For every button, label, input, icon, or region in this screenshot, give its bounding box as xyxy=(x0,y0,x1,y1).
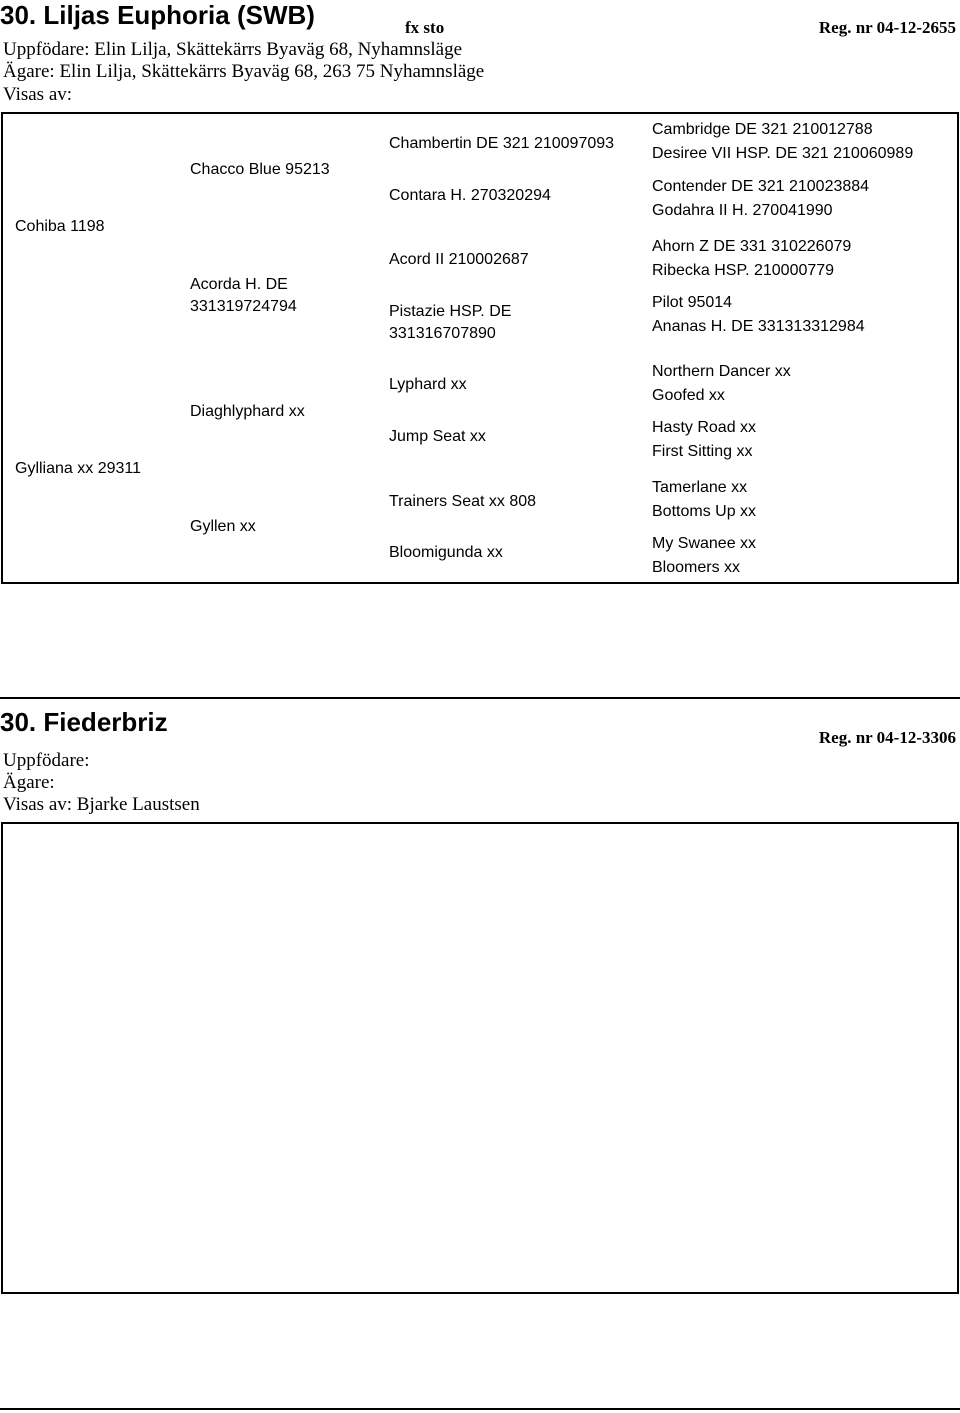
pedigree-dam-dam: Gyllen xx xyxy=(190,518,256,535)
horse2-shown-by: Visas av: Bjarke Laustsen xyxy=(3,794,200,815)
pedigree-dam-sire: Diaghlyphard xx xyxy=(190,403,305,420)
pedigree-g4-dam: Goofed xx xyxy=(652,387,725,404)
pedigree-g4-sire: Hasty Road xx xyxy=(652,419,757,436)
horse1-reg-number: Reg. nr 04-12-2655 xyxy=(818,18,956,37)
pedigree-g4-dam: Desiree VII HSP. DE 321 210060989 xyxy=(652,145,914,162)
pedigree-g4-sire: Ahorn Z DE 331 310226079 xyxy=(652,238,852,255)
pedigree-g4-dam: Godahra II H. 270041990 xyxy=(652,202,833,219)
horse1-owner: Ägare: Elin Lilja, Skättekärrs Byaväg 68, 263 75 Nyhamnsläge xyxy=(3,61,485,82)
horse2-title: 30. Fiederbriz xyxy=(0,707,168,737)
pedigree-sdd: Pistazie HSP. DE 331316707890 xyxy=(389,303,512,342)
horse2-breeder: Uppfödare: xyxy=(3,750,90,771)
pedigree-dds: Trainers Seat xx 808 xyxy=(389,493,537,510)
pedigree-sire: Cohiba 1198 xyxy=(15,218,105,235)
pedigree-g4-sire: Tamerlane xx xyxy=(652,479,748,496)
pedigree-g4-dam: Bloomers xx xyxy=(652,559,741,576)
pedigree-g4-sire: Pilot 95014 xyxy=(652,294,733,311)
horse2-pedigree-table xyxy=(1,822,959,1294)
pedigree-g4-dam: Ananas H. DE 331313312984 xyxy=(652,318,865,335)
pedigree-g4-dam: First Sitting xx xyxy=(652,443,753,460)
pedigree-g4-sire: Contender DE 321 210023884 xyxy=(652,178,870,195)
pedigree-g4-dam: Bottoms Up xx xyxy=(652,503,757,520)
horse1-breeder: Uppfödare: Elin Lilja, Skättekärrs Byaväg 68, Nyhamnsläge xyxy=(3,39,463,60)
pedigree-dsd: Jump Seat xx xyxy=(389,428,486,445)
pedigree-dss: Lyphard xx xyxy=(389,376,467,393)
pedigree-g4-sire: My Swanee xx xyxy=(652,535,757,552)
pedigree-g4-sire: Northern Dancer xx xyxy=(652,363,791,380)
pedigree-sire-dam: Acorda H. DE 331319724794 xyxy=(190,276,297,315)
pedigree-g4-dam: Ribecka HSP. 210000779 xyxy=(652,262,835,279)
page-bottom-rule xyxy=(0,1408,960,1410)
horse1-title: 30. Liljas Euphoria (SWB) xyxy=(0,0,315,30)
horse1-shown-by: Visas av: xyxy=(3,84,73,105)
pedigree-ssd: Contara H. 270320294 xyxy=(389,187,551,204)
horse2-owner: Ägare: xyxy=(3,772,55,793)
horse1-pedigree-table xyxy=(1,112,959,584)
pedigree-g4-sire: Cambridge DE 321 210012788 xyxy=(652,121,873,138)
pedigree-sire-sire: Chacco Blue 95213 xyxy=(190,161,330,178)
pedigree-ddd: Bloomigunda xx xyxy=(389,544,503,561)
pedigree-dam: Gylliana xx 29311 xyxy=(15,460,141,477)
horse2-reg-number: Reg. nr 04-12-3306 xyxy=(818,728,956,747)
entry-separator xyxy=(0,697,960,699)
horse1-sex: fx sto xyxy=(405,18,445,37)
pedigree-sss: Chambertin DE 321 210097093 xyxy=(389,135,615,152)
pedigree-sds: Acord II 210002687 xyxy=(389,251,529,268)
